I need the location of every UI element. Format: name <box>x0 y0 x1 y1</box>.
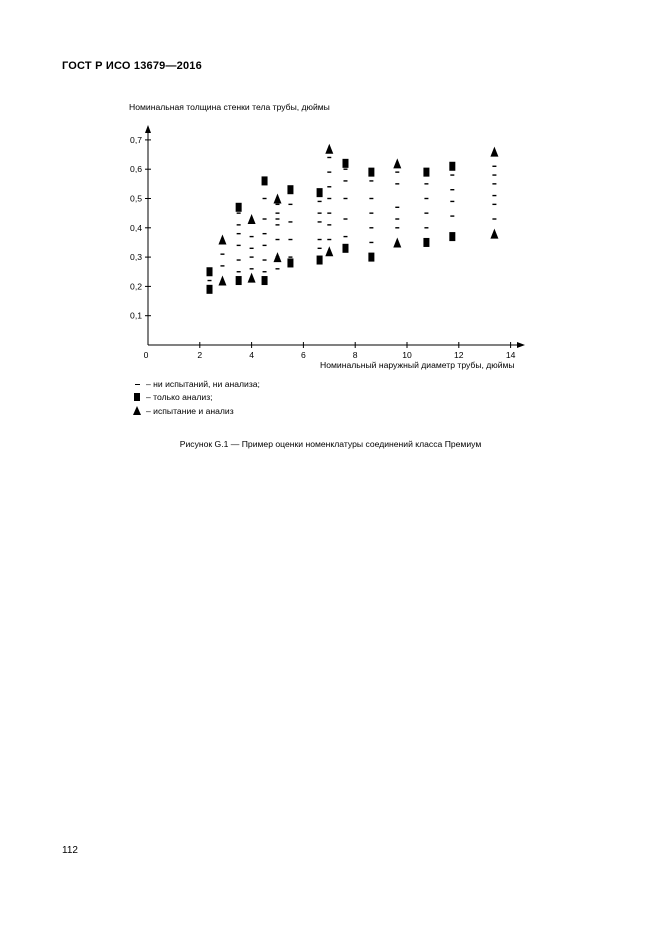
dash-marker <box>450 201 454 202</box>
legend-item-no-test <box>133 377 260 391</box>
dash-marker <box>237 224 241 225</box>
square-marker <box>342 159 348 168</box>
square-marker <box>449 162 455 171</box>
x-axis-label: Номинальный наружный диаметр трубы, дюймы <box>320 360 515 370</box>
dash-marker <box>263 198 267 199</box>
triangle-marker <box>325 246 333 256</box>
dash-marker <box>318 201 322 202</box>
triangle-marker <box>490 229 498 239</box>
dash-marker <box>250 236 254 237</box>
legend-label: – ни испытаний, ни анализа; <box>146 378 260 389</box>
dash-marker <box>237 271 241 272</box>
x-tick-label: 14 <box>505 350 516 360</box>
document-header: ГОСТ Р ИСО 13679—2016 <box>62 60 202 72</box>
square-marker <box>207 267 213 276</box>
dash-marker <box>343 180 347 181</box>
dash-marker <box>263 271 267 272</box>
y-tick-label: 0,5 <box>130 193 142 204</box>
triangle-marker <box>274 194 282 204</box>
dash-marker <box>327 239 331 240</box>
dash-marker <box>492 183 496 184</box>
y-tick-label: 0,7 <box>130 134 142 145</box>
dash-marker <box>288 221 292 222</box>
x-tick-label: 8 <box>352 350 358 360</box>
dash-marker <box>263 245 267 246</box>
y-tick-label: 0,4 <box>130 222 142 233</box>
dash-marker <box>220 265 224 266</box>
dash-marker <box>327 198 331 199</box>
dash-marker <box>276 239 280 240</box>
y-axis-arrow <box>145 125 151 133</box>
square-marker <box>317 188 323 197</box>
dash-marker <box>327 171 331 172</box>
triangle-marker <box>248 214 256 224</box>
page-number: 112 <box>62 845 78 856</box>
triangle-marker <box>393 158 401 168</box>
chart-axes <box>145 125 525 348</box>
triangle-marker <box>274 252 282 262</box>
x-tick-label: 12 <box>454 350 464 360</box>
dash-marker-icon <box>133 379 143 389</box>
dash-marker <box>276 204 280 205</box>
square-marker <box>236 276 242 285</box>
triangle-marker <box>218 235 226 245</box>
y-axis-label: Номинальная толщина стенки тела трубы, дюймы <box>129 102 330 112</box>
chart-ticks <box>130 135 516 360</box>
legend-label: – только анализ; <box>146 392 213 403</box>
dash-marker <box>424 212 428 213</box>
dash-marker <box>369 227 373 228</box>
dash-marker <box>237 259 241 260</box>
dash-marker <box>263 218 267 219</box>
dash-marker <box>237 245 241 246</box>
dash-marker <box>492 195 496 196</box>
legend-item-test-and-analysis <box>133 404 260 418</box>
dash-marker <box>327 157 331 158</box>
dash-marker <box>318 239 322 240</box>
dash-marker <box>369 212 373 213</box>
square-marker <box>236 203 242 212</box>
dash-marker <box>424 183 428 184</box>
dash-marker <box>220 253 224 254</box>
dash-marker <box>395 207 399 208</box>
y-tick-label: 0,6 <box>130 164 142 175</box>
dash-marker <box>395 227 399 228</box>
square-marker <box>342 244 348 253</box>
dash-marker <box>237 212 241 213</box>
dash-marker <box>250 268 254 269</box>
dash-marker <box>369 198 373 199</box>
dash-marker <box>208 280 212 281</box>
figure-caption <box>0 439 661 449</box>
dash-marker <box>263 259 267 260</box>
dash-marker <box>263 233 267 234</box>
dash-marker <box>276 268 280 269</box>
dash-marker <box>318 212 322 213</box>
square-marker <box>262 176 268 185</box>
dash-marker <box>276 224 280 225</box>
triangle-marker <box>218 276 226 286</box>
dash-marker <box>318 248 322 249</box>
x-tick-label: 6 <box>301 350 306 360</box>
square-marker <box>317 256 323 265</box>
dash-marker <box>492 204 496 205</box>
square-marker <box>368 168 374 177</box>
dash-marker <box>288 239 292 240</box>
x-tick-label: 0 <box>143 350 149 360</box>
dash-marker <box>343 236 347 237</box>
dash-marker <box>288 204 292 205</box>
dash-marker <box>343 169 347 170</box>
square-marker <box>287 185 293 194</box>
triangle-marker <box>325 144 333 154</box>
x-axis-arrow <box>517 342 525 348</box>
caption-text: Рисунок G.1 — Пример оценки номенклатуры соединений класса Премиум <box>179 439 482 449</box>
dash-marker <box>369 180 373 181</box>
dash-marker <box>492 218 496 219</box>
dash-marker <box>276 218 280 219</box>
square-marker <box>423 238 429 247</box>
dash-marker <box>424 227 428 228</box>
triangle-marker <box>393 237 401 247</box>
square-marker <box>207 285 213 294</box>
dash-marker <box>276 212 280 213</box>
dash-marker <box>395 171 399 172</box>
dash-marker <box>343 198 347 199</box>
square-marker-icon <box>133 392 143 402</box>
dash-marker <box>395 218 399 219</box>
dash-marker <box>237 233 241 234</box>
chart-legend <box>133 377 260 418</box>
dash-marker <box>327 186 331 187</box>
dash-marker <box>450 174 454 175</box>
square-marker <box>287 258 293 267</box>
y-tick-label: 0,3 <box>130 252 142 263</box>
x-tick-label: 2 <box>197 350 203 360</box>
x-tick-label: 10 <box>402 350 412 360</box>
x-tick-label: 4 <box>249 350 254 360</box>
triangle-marker-icon <box>133 406 143 416</box>
dash-marker <box>450 215 454 216</box>
square-marker <box>449 232 455 241</box>
dash-marker <box>250 256 254 257</box>
dash-marker <box>343 218 347 219</box>
y-tick-label: 0,2 <box>130 281 142 292</box>
triangle-marker <box>248 273 256 283</box>
dash-marker <box>492 166 496 167</box>
dash-marker <box>288 256 292 257</box>
dash-marker <box>318 221 322 222</box>
dash-marker <box>424 198 428 199</box>
square-marker <box>368 253 374 262</box>
legend-item-analysis-only <box>133 391 260 405</box>
dash-marker <box>327 212 331 213</box>
y-tick-label: 0,1 <box>130 310 142 321</box>
dash-marker <box>327 224 331 225</box>
dash-marker <box>395 183 399 184</box>
square-marker <box>262 276 268 285</box>
legend-label: – испытание и анализ <box>146 405 234 416</box>
dash-marker <box>492 174 496 175</box>
dash-marker <box>250 248 254 249</box>
dash-marker <box>369 242 373 243</box>
square-marker <box>423 168 429 177</box>
dash-marker <box>450 189 454 190</box>
triangle-marker <box>490 147 498 157</box>
chart-marks <box>207 144 499 294</box>
